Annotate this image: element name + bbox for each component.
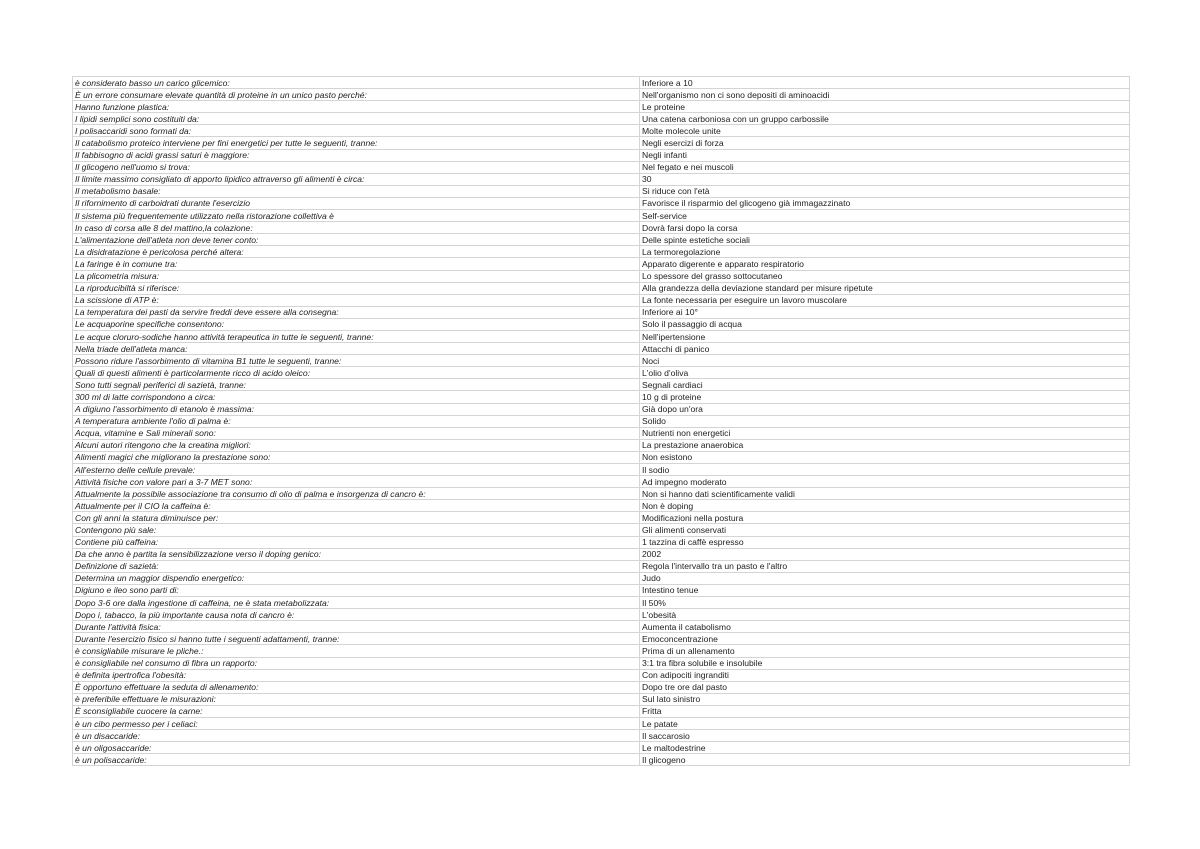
question-cell: Con gli anni la statura diminuisce per: [73,512,640,524]
table-row [73,403,1130,415]
answer-cell: Una catena carboniosa con un gruppo carbossile [640,113,1130,125]
table-row [73,500,1130,512]
table-row [73,282,1130,294]
table-row [73,330,1130,342]
question-cell: Durante l'esercizio fisico si hanno tutte i seguenti adattamenti, tranne: [73,633,640,645]
table-row [73,101,1130,113]
table-row [73,367,1130,379]
answer-cell: Favorisce il risparmio del glicogeno già immagazzinato [640,197,1130,209]
table-row [73,258,1130,270]
table-row [73,234,1130,246]
table-row [73,391,1130,403]
table-row [73,754,1130,766]
answer-cell: Nel fegato e nei muscoli [640,161,1130,173]
question-cell: Determina un maggior dispendio energetico: [73,572,640,584]
table-row [73,294,1130,306]
question-cell: È un errore consumare elevate quantità di proteine in un unico pasto perché: [73,89,640,101]
answer-cell: Inferiore ai 10° [640,306,1130,318]
table-row [73,572,1130,584]
question-cell: La disidratazione è pericolosa perché altera: [73,246,640,258]
question-cell: Sono tutti segnali periferici di sazietà, tranne: [73,379,640,391]
answer-cell: Apparato digerente e apparato respiratorio [640,258,1130,270]
question-cell: è un disaccaride: [73,730,640,742]
answer-cell: 1 tazzina di caffè espresso [640,536,1130,548]
answer-cell: La prestazione anaerobica [640,439,1130,451]
question-cell: Il limite massimo consigliato di apporto lipidico attraverso gli alimenti è circa: [73,173,640,185]
question-cell: Alcuni autori ritengono che la creatina migliori: [73,439,640,451]
answer-cell: Già dopo un'ora [640,403,1130,415]
question-cell: Le acquaporine specifiche consentono: [73,318,640,330]
answer-cell: Noci [640,355,1130,367]
answer-cell: Fritta [640,705,1130,717]
answer-cell: L'olio d'oliva [640,367,1130,379]
answer-cell: Regola l'intervallo tra un pasto e l'altro [640,560,1130,572]
answer-cell: Non è doping [640,500,1130,512]
question-cell: Dopo 3-6 ore dalla ingestione di caffeina, ne è stata metabolizzata: [73,597,640,609]
table-row [73,488,1130,500]
table-row [73,137,1130,149]
question-cell: La plicometria misura: [73,270,640,282]
question-cell: La temperatura dei pasti da servire freddi deve essere alla consegna: [73,306,640,318]
table-row [73,318,1130,330]
question-cell: è consigliabile nel consumo di fibra un rapporto: [73,657,640,669]
question-cell: Hanno funzione plastica: [73,101,640,113]
question-cell: La faringe è in comune tra: [73,258,640,270]
table-row [73,597,1130,609]
question-cell: è preferibile effettuare le misurazioni: [73,693,640,705]
question-cell: Possono ridure l'assorbimento di vitamina B1 tutte le seguenti, tranne: [73,355,640,367]
table-row [73,89,1130,101]
table-row [73,379,1130,391]
answer-cell: Il sodio [640,464,1130,476]
answer-cell: Con adipociti ingranditi [640,669,1130,681]
answer-cell: Prima di un allenamento [640,645,1130,657]
table-row [73,669,1130,681]
answer-cell: Il saccarosio [640,730,1130,742]
question-cell: All'esterno delle cellule prevale: [73,464,640,476]
table-row [73,113,1130,125]
answer-cell: Le proteine [640,101,1130,113]
answer-cell: Dopo tre ore dal pasto [640,681,1130,693]
answer-cell: Judo [640,572,1130,584]
question-cell: I lipidi semplici sono costituiti da: [73,113,640,125]
answer-cell: Il glicogeno [640,754,1130,766]
answer-cell: Le maltodestrine [640,742,1130,754]
question-cell: L'alimentazione dell'atleta non deve tener conto: [73,234,640,246]
question-cell: È opportuno effettuare la seduta di allenamento: [73,681,640,693]
table-row [73,427,1130,439]
question-cell: Dopo i, tabacco, la più importante causa nota di cancro è: [73,609,640,621]
table-row [73,197,1130,209]
answer-cell: La fonte necessaria per eseguire un lavoro muscolare [640,294,1130,306]
question-cell: Il catabolismo proteico interviene per fini energetici per tutte le seguenti, tranne: [73,137,640,149]
answer-cell: Solido [640,415,1130,427]
table-row [73,125,1130,137]
question-cell: Le acque cloruro-sodiche hanno attività terapeutica in tutte le seguenti, tranne: [73,330,640,342]
table-row [73,306,1130,318]
table-row [73,560,1130,572]
question-cell: Il rifornimento di carboidrati durante l'esercizio [73,197,640,209]
table-row [73,270,1130,282]
question-cell: Digiuno e ileo sono parti di: [73,584,640,596]
table-row [73,222,1130,234]
table-row [73,343,1130,355]
answer-cell: Delle spinte estetiche sociali [640,234,1130,246]
answer-cell: Inferiore a 10 [640,77,1130,89]
answer-cell: Nell'ipertensione [640,330,1130,342]
table-row [73,681,1130,693]
answer-cell: Alla grandezza della deviazione standard per misure ripetute [640,282,1130,294]
question-cell: A temperatura ambiente l'olio di palma è: [73,415,640,427]
answer-cell: Aumenta il catabolismo [640,621,1130,633]
question-cell: Contiene più caffeina: [73,536,640,548]
table-row [73,476,1130,488]
answer-cell: 10 g di proteine [640,391,1130,403]
table-row [73,621,1130,633]
answer-cell: Segnali cardiaci [640,379,1130,391]
table-row [73,524,1130,536]
answer-cell: La termoregolazione [640,246,1130,258]
question-cell: Attività fisiche con valore pari a 3-7 MET sono: [73,476,640,488]
answer-cell: Ad impegno moderato [640,476,1130,488]
table-row [73,185,1130,197]
answer-cell: Modificazioni nella postura [640,512,1130,524]
question-cell: 300 ml di latte corrispondono a circa: [73,391,640,403]
question-cell: è definita ipertrofica l'obesità: [73,669,640,681]
question-cell: I polisaccaridi sono formati da: [73,125,640,137]
question-cell: è considerato basso un carico glicemico: [73,77,640,89]
qa-table-body [73,77,1130,766]
answer-cell: Si riduce con l'età [640,185,1130,197]
question-cell: Quali di questi alimenti è particolarmente ricco di acido oleico: [73,367,640,379]
table-row [73,439,1130,451]
table-row [73,730,1130,742]
table-row [73,657,1130,669]
answer-cell: 2002 [640,548,1130,560]
answer-cell: Sul lato sinistro [640,693,1130,705]
table-row [73,415,1130,427]
answer-cell: Negli esercizi di forza [640,137,1130,149]
qa-table [72,76,1130,766]
question-cell: è consigliabile misurare le pliche.: [73,645,640,657]
question-cell: Il glicogeno nell'uomo si trova: [73,161,640,173]
table-row [73,548,1130,560]
answer-cell: Non si hanno dati scientificamente validi [640,488,1130,500]
answer-cell: Negli infanti [640,149,1130,161]
answer-cell: Le patate [640,717,1130,729]
table-row [73,210,1130,222]
answer-cell: Lo spessore del grasso sottocutaneo [640,270,1130,282]
answer-cell: Il 50% [640,597,1130,609]
answer-cell: Nutrienti non energetici [640,427,1130,439]
question-cell: A digiuno l'assorbimento di etanolo è massima: [73,403,640,415]
question-cell: è un oligosaccaride: [73,742,640,754]
answer-cell: 3:1 tra fibra solubile e insolubile [640,657,1130,669]
question-cell: Attualmente la possibile associazione tra consumo di olio di palma e insorgenza di cancro è: [73,488,640,500]
answer-cell: Intestino tenue [640,584,1130,596]
question-cell: Il sistema più frequentemente utilizzato nella ristorazione collettiva è [73,210,640,222]
table-row [73,161,1130,173]
table-row [73,536,1130,548]
question-cell: Da che anno è partita la sensibilizzazione verso il doping genico: [73,548,640,560]
table-row [73,451,1130,463]
table-row [73,512,1130,524]
answer-cell: 30 [640,173,1130,185]
answer-cell: Emoconcentrazione [640,633,1130,645]
table-row [73,584,1130,596]
question-cell: Nella triade dell'atleta manca: [73,343,640,355]
question-cell: Il metabolismo basale: [73,185,640,197]
question-cell: è un cibo permesso per i celiaci: [73,717,640,729]
question-cell: Acqua, vitamine e Sali minerali sono: [73,427,640,439]
question-cell: In caso di corsa alle 8 del mattino,la colazione: [73,222,640,234]
table-row [73,149,1130,161]
question-cell: È sconsigliabile cuocere la carne: [73,705,640,717]
table-row [73,645,1130,657]
answer-cell: Solo il passaggio di acqua [640,318,1130,330]
answer-cell: Nell'organismo non ci sono depositi di aminoacidi [640,89,1130,101]
answer-cell: Dovrà farsi dopo la corsa [640,222,1130,234]
question-cell: Attualmente per il CIO la caffeina è: [73,500,640,512]
table-row [73,717,1130,729]
table-row [73,246,1130,258]
answer-cell: Self-service [640,210,1130,222]
answer-cell: Non esistono [640,451,1130,463]
question-cell: Il fabbisogno di acidi grassi saturi è maggiore: [73,149,640,161]
answer-cell: L'obesità [640,609,1130,621]
answer-cell: Gli alimenti conservati [640,524,1130,536]
table-row [73,693,1130,705]
table-row [73,173,1130,185]
question-cell: Alimenti magici che migliorano la prestazione sono: [73,451,640,463]
table-row [73,77,1130,89]
answer-cell: Attacchi di panico [640,343,1130,355]
table-row [73,742,1130,754]
question-cell: La riproducibiltà si riferisce: [73,282,640,294]
question-cell: La scissione di ATP è: [73,294,640,306]
table-row [73,464,1130,476]
question-cell: è un polisaccaride: [73,754,640,766]
question-cell: Definizione di sazietà: [73,560,640,572]
table-row [73,609,1130,621]
table-row [73,705,1130,717]
table-row [73,355,1130,367]
question-cell: Contengono più sale: [73,524,640,536]
question-cell: Durante l'attività fisica: [73,621,640,633]
answer-cell: Molte molecole unite [640,125,1130,137]
table-row [73,633,1130,645]
